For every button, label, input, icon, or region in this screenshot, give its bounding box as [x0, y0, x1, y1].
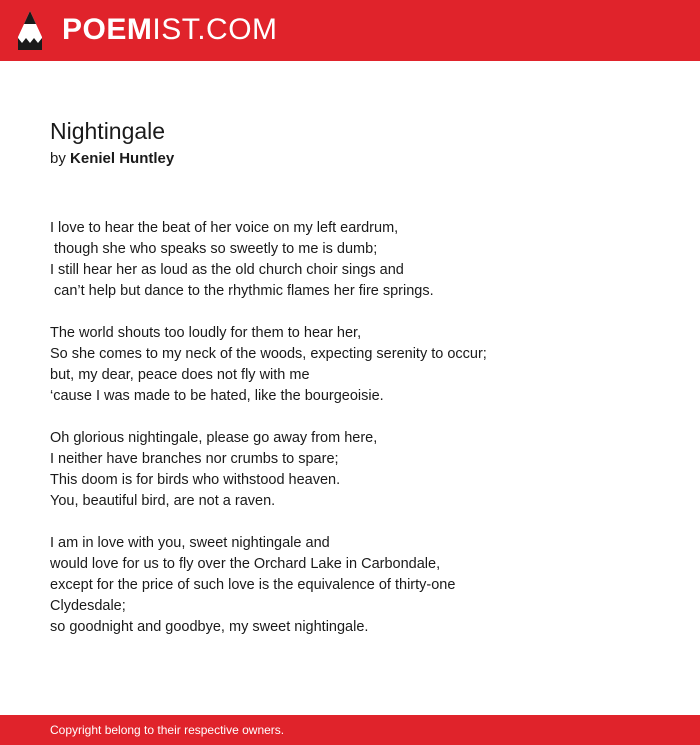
stanza-4 — [50, 533, 670, 638]
poem-line: I neither have branches nor crumbs to spare; — [50, 451, 339, 467]
site-footer — [0, 715, 700, 745]
poem-line: So she comes to my neck of the woods, expecting serenity to occur; — [50, 346, 487, 362]
by-label: by — [50, 150, 66, 167]
poem-line: I am in love with you, sweet nightingale and — [50, 535, 330, 551]
stanza-3 — [50, 428, 670, 512]
logo-text-light: IST.COM — [152, 13, 278, 46]
poem-line: though she who speaks so sweetly to me is dumb; — [50, 241, 378, 257]
poem-title: Nightingale — [50, 118, 166, 144]
poem-line: would love for us to fly over the Orchard Lake in Carbondale, — [50, 556, 441, 572]
poem-line: This doom is for birds who withstood heaven. — [50, 472, 341, 488]
poem-line: The world shouts too loudly for them to hear her, — [50, 325, 362, 341]
poem-line: but, my dear, peace does not fly with me — [50, 367, 310, 383]
site-logo[interactable] — [62, 12, 278, 48]
poem-line: can’t help but dance to the rhythmic flames her fire springs. — [50, 283, 434, 299]
pencil-tip-icon[interactable] — [17, 10, 43, 51]
poem-line: so goodnight and goodbye, my sweet nightingale. — [50, 619, 369, 635]
poem-author: Keniel Huntley — [70, 150, 175, 167]
poem-line: except for the price of such love is the equivalence of thirty-one — [50, 577, 456, 593]
poem-line: I still hear her as loud as the old church choir sings and — [50, 262, 404, 278]
stanza-2 — [50, 323, 670, 407]
poem-line: ‘cause I was made to be hated, like the bourgeoisie. — [50, 388, 384, 404]
poem-line: I love to hear the beat of her voice on my left eardrum, — [50, 220, 399, 236]
logo-text-bold: POEM — [62, 13, 153, 46]
poem-byline — [50, 149, 174, 169]
poem-line: Oh glorious nightingale, please go away from here, — [50, 430, 378, 446]
poem-line: Clydesdale; — [50, 598, 126, 614]
poem-body — [50, 218, 670, 659]
stanza-1 — [50, 218, 670, 302]
site-header — [0, 0, 700, 61]
poem-line: You, beautiful bird, are not a raven. — [50, 493, 276, 509]
copyright-text: Copyright belong to their respective owners. — [50, 723, 285, 737]
